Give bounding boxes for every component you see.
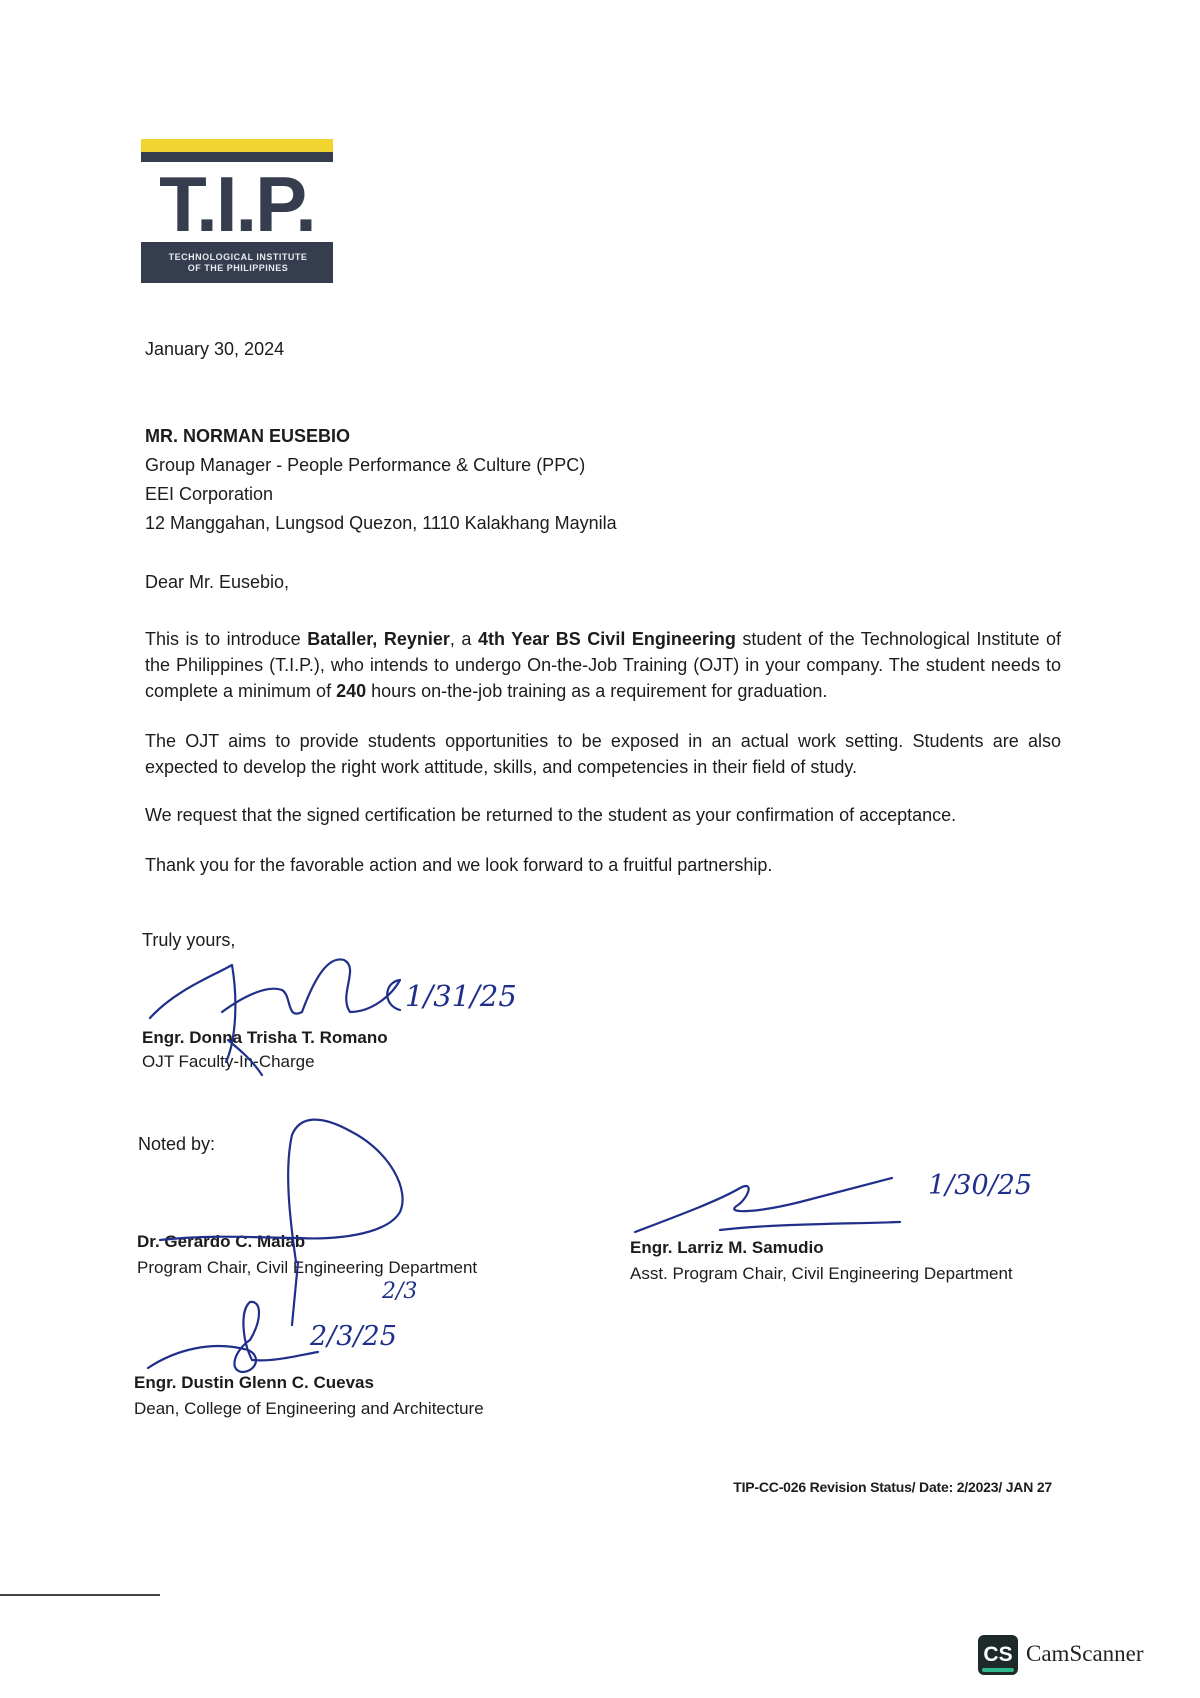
- logo-line-1: TECHNOLOGICAL INSTITUTE: [168, 252, 308, 262]
- chair-title: Program Chair, Civil Engineering Department: [137, 1258, 478, 1277]
- dean-title: Dean, College of Engineering and Architecture: [134, 1399, 484, 1418]
- closing: Truly yours,: [142, 930, 236, 950]
- paragraph-ojt-aims: The OJT aims to provide students opportunities to be exposed in an actual work setting. Students are also expected to develop the right work attitude, skills, and competencies in their field of study.: [145, 731, 1061, 777]
- letter-date: January 30, 2024: [145, 339, 285, 359]
- camscanner-icon-stripe: [982, 1668, 1014, 1672]
- p1-text-1: This is to introduce: [145, 629, 308, 649]
- dean-signature: [148, 1302, 318, 1372]
- asst-chair-date-note: 1/30/25: [928, 1170, 1033, 1201]
- recipient-name: MR. NORMAN EUSEBIO: [145, 426, 351, 446]
- p1-text-4: hours on-the-job training as a requirement for graduation.: [366, 681, 828, 701]
- recipient-address: 12 Manggahan, Lungsod Quezon, 1110 Kalakhang Maynila: [145, 513, 617, 533]
- faculty-title: OJT Faculty-In-Charge: [142, 1052, 315, 1071]
- asst-chair-title: Asst. Program Chair, Civil Engineering Department: [630, 1264, 1013, 1283]
- p1-text-2: , a: [449, 629, 478, 649]
- faculty-name: Engr. Donna Trisha T. Romano: [142, 1028, 388, 1047]
- recipient-position: Group Manager - People Performance & Culture (PPC): [145, 455, 586, 475]
- camscanner-icon: [978, 1635, 1018, 1675]
- paragraph-request: We request that the signed certification be returned to the student as your confirmation of acceptance.: [145, 805, 957, 825]
- p1-text-3: student of the Technological Institute of the Philippines (T.I.P.), who intends to undergo On-the-Job Training (OJT) in your company. The student needs to complete a minimum of: [145, 629, 1062, 701]
- noted-by-label: Noted by:: [138, 1134, 216, 1154]
- chair-date-note: 2/3: [382, 1279, 418, 1304]
- faculty-date-note: 1/31/25: [405, 979, 517, 1013]
- salutation: Dear Mr. Eusebio,: [145, 572, 290, 592]
- paragraph-thanks: Thank you for the favorable action and we look forward to a fruitful partnership.: [145, 855, 773, 875]
- scan-edge-line: [0, 1594, 160, 1596]
- logo-band: [141, 242, 333, 283]
- camscanner-badge-text: CS: [983, 1643, 1013, 1666]
- camscanner-brand: CamScanner: [1026, 1641, 1144, 1666]
- tip-logo: [141, 139, 333, 283]
- logo-line-2: OF THE PHILIPPINES: [187, 263, 289, 273]
- dean-name: Engr. Dustin Glenn C. Cuevas: [134, 1373, 374, 1392]
- chair-name: Dr. Gerardo C. Malab: [137, 1232, 306, 1251]
- dean-date-note: 2/3/25: [310, 1321, 397, 1352]
- paragraph-introduction: [145, 626, 1061, 704]
- logo-letters: [141, 139, 333, 242]
- required-hours: 240: [336, 681, 367, 701]
- student-program: 4th Year BS Civil Engineering: [477, 629, 736, 649]
- recipient-company: EEI Corporation: [145, 484, 274, 504]
- logo-letters-text: T.I.P.: [159, 160, 315, 242]
- student-name: Bataller, Reynier: [307, 629, 450, 649]
- asst-chair-name: Engr. Larriz M. Samudio: [630, 1238, 824, 1257]
- form-code: TIP-CC-026 Revision Status/ Date: 2/2023/ JAN 27: [733, 1479, 1052, 1495]
- asst-chair-signature: [635, 1178, 900, 1232]
